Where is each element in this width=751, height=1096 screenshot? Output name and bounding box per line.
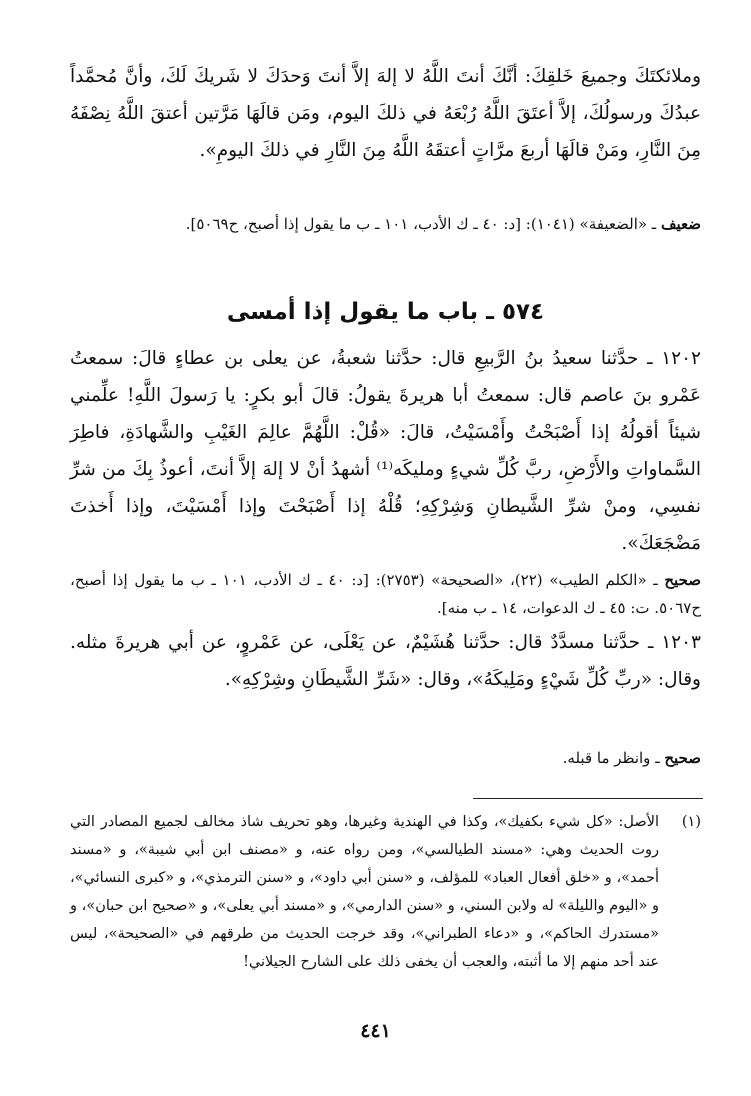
hadith-1202: ١٢٠٢ ـ حدَّثنا سعيدُ بنُ الرَّبيعِ قال: حدَّثنا شعبةُ، عن يعلى بن عطاءٍ قالَ: سمعتُ عَمْرو بنَ عاصم قال: سمعتُ أبا هريرةَ يقولُ: قالَ أبو بكرٍ: يا رَسولَ اللَّهِ! علِّمني شيئاً أقولُهُ إذا أَصْبَحْتُ وأَمْسَيْتُ، قالَ: «قُلْ: اللَّهُمَّ عالِمَ الغَيْبِ والشَّهادَةِ، فاطِرَ السَّماواتِ والأَرْضِ، ربَّ كُلِّ شيءٍ ومليكَه⁽¹⁾ أشهدُ أنْ لا إلهَ إلاَّ أنتَ، أعوذُ بِكَ من شرِّ نفسِي، ومنْ شرِّ الشَّيطانِ وَشِرْكِهِ؛ قُلْهُ إذا أَصْبَحْتَ وإذا أَمْسَيْتَ، وإذا أَخذتَ مَضْجَعَكَ».: [70, 348, 701, 554]
hadith-1202-block: [70, 340, 701, 562]
footnote-divider: [473, 798, 703, 799]
grade-note-1: [70, 210, 701, 238]
hadith-1203-block: [70, 624, 701, 698]
grade-text-1: ـ «الضعيفة» (١٠٤١): [د: ٤٠ ـ ك الأدب، ١٠١ ـ ب ما يقول إذا أصبح، ح٥٠٦٩].: [185, 215, 661, 233]
hadith-1203: ١٢٠٣ ـ حدَّثنا مسدَّدٌ قال: حدَّثنا هُشَيْمٌ، عن يَعْلَى، عن عَمْروٍ، عن أبي هريرةَ مثله. وقال: «ربِّ كُلِّ شَيْءٍ ومَلِيكَهُ»، وقال: «شَرِّ الشَّيطَانِ وشِرْكِهِ».: [70, 632, 701, 690]
grade-note-3: [70, 744, 701, 772]
intro-paragraph: وملائكتَكَ وجميعَ خَلقِكَ: أنَّكَ أنتَ اللَّهُ لا إلهَ إلاَّ أنتَ وَحدَكَ لا شَريكَ لَكَ، وأنَّ مُحمَّداً عبدُكَ ورسولُكَ، إلاَّ أعتَقَ اللَّهُ رُبْعَهُ في ذلكَ اليوم، ومَن قالَهَا مَرَّتين أعتقَ اللَّهُ نِصْفَهُ مِنَ النَّارِ، ومَنْ قالَهَا أربعَ مرَّاتٍ أعتقَهُ اللَّهُ مِنَ النَّارِ في ذلكَ اليومِ».: [70, 66, 701, 161]
grade-block-2: [70, 566, 701, 622]
grade-text-2: ـ «الكلم الطيب» (٢٢)، «الصحيحة» (٢٧٥٣): [د: ٤٠ ـ ك الأدب، ١٠١ ـ ب ما يقول إذا أصبح، ح٥٠٦٧. ت: ٤٥ ـ ك الدعوات، ١٤ ـ ب منه].: [70, 571, 701, 617]
grade-label-1: ضعيف: [660, 215, 701, 233]
intro-paragraph-block: [70, 58, 701, 169]
section-title: ٥٧٤ ـ باب ما يقول إذا أمسى: [226, 299, 545, 325]
footnote: [70, 808, 701, 976]
footnote-number: (١): [681, 814, 701, 830]
page-number: ٤٤١: [360, 1020, 391, 1042]
grade-block-1: [70, 210, 701, 238]
grade-text-3: ـ وانظر ما قبله.: [562, 749, 665, 767]
grade-note-2: [70, 566, 701, 622]
footnote-text: الأصل: «كل شيء بكفيك»، وكذا في الهندية وغيرها، وهو تحريف شاذ مخالف لجميع المصادر التي روت الحديث وهي: «مسند الطيالسي»، ومن رواه عنه، و «مصنف ابن أبي شيبة»، و «مسند أحمد»، و «خلق أفعال العباد» للمؤلف، و «سنن أبي داود»، و «سنن الترمذي»، و «كبرى النسائي»، و «اليوم والليلة» له ولابن السني، و «سنن الدارمي»، و «مسند أبي يعلى»، و «صحيح ابن حبان»، و «مستدرك الحاكم»، و «دعاء الطبراني»، وقد خرجت الحديث من طرقهم في «الصحيحة»، ليس عند أحد منهم إلا ما أثبته، والعجب أن يخفى ذلك على الشارح الجيلاني!: [70, 814, 659, 970]
grade-label-3: صحيح: [664, 749, 701, 767]
grade-label-2: صحيح: [664, 571, 701, 589]
grade-block-3: [70, 744, 701, 772]
